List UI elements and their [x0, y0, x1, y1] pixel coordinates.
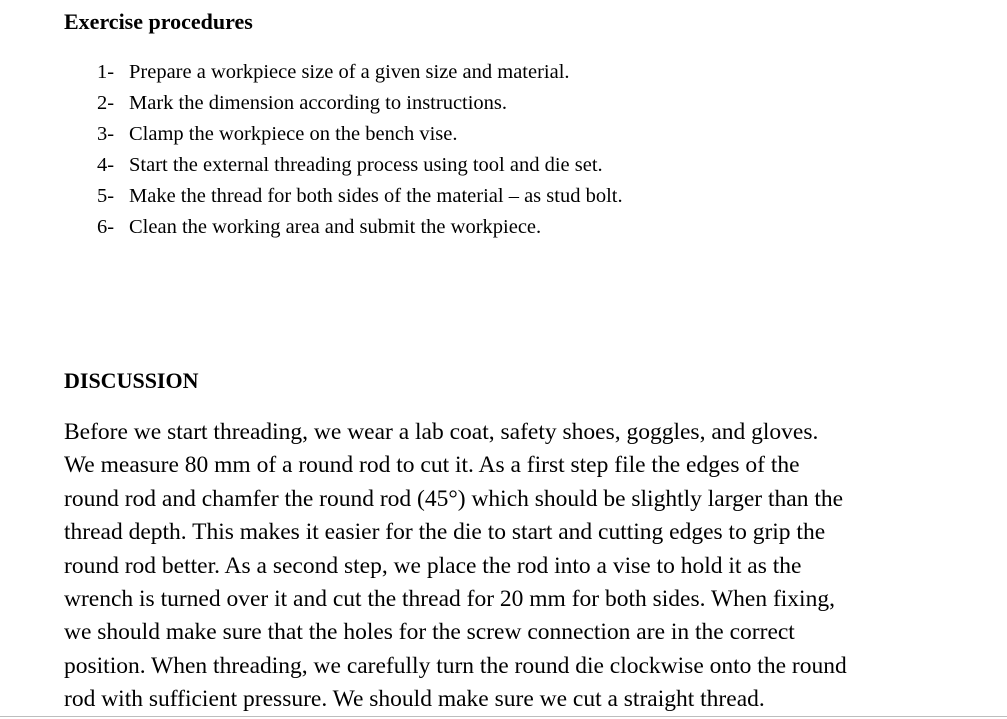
procedure-step: [97, 153, 623, 184]
paragraph-line: position. When threading, we carefully turn the round die clockwise onto the round: [64, 652, 847, 679]
paragraph-line: thread depth. This makes it easier for the die to start and cutting edges to grip the: [64, 519, 826, 546]
step-text: Mark the dimension according to instructions.: [129, 92, 508, 114]
step-text: Start the external threading process using tool and die set.: [129, 154, 603, 176]
paragraph-line: we should make sure that the holes for the screw connection are in the correct: [64, 619, 795, 646]
paragraph-line: wrench is turned over it and cut the thread for 20 mm for both sides. When fixing,: [64, 586, 835, 613]
step-number: 3-: [97, 123, 115, 145]
procedure-steps-list: [97, 60, 623, 246]
procedure-step: [97, 215, 623, 246]
exercise-procedures-heading: Exercise procedures: [64, 9, 253, 34]
discussion-heading: DISCUSSION: [64, 368, 199, 393]
step-number: 1-: [97, 61, 115, 83]
procedure-step: [97, 60, 623, 91]
paragraph-line: Before we start threading, we wear a lab coat, safety shoes, goggles, and gloves.: [64, 419, 819, 445]
paragraph-line: We measure 80 mm of a round rod to cut it. As a first step file the edges of the: [64, 452, 800, 479]
step-number: 6-: [97, 216, 115, 238]
step-number: 2-: [97, 92, 115, 114]
step-text: Clamp the workpiece on the bench vise.: [129, 123, 458, 145]
step-text: Prepare a workpiece size of a given size and material.: [129, 61, 570, 83]
paragraph-line: round rod better. As a second step, we place the rod into a vise to hold it as the: [64, 552, 802, 579]
page-bottom-divider: [0, 716, 1007, 717]
procedure-step: [97, 91, 623, 122]
step-text: Clean the working area and submit the workpiece.: [129, 216, 542, 238]
paragraph-line: round rod and chamfer the round rod (45°) which should be slightly larger than the: [64, 485, 844, 512]
procedure-step: [97, 122, 623, 153]
paragraph-line: rod with sufficient pressure. We should make sure we cut a straight thread.: [64, 686, 765, 713]
step-number: 4-: [97, 154, 115, 176]
discussion-paragraph: [64, 416, 964, 717]
procedure-step: [97, 184, 623, 215]
step-number: 5-: [97, 185, 115, 207]
step-text: Make the thread for both sides of the material – as stud bolt.: [129, 185, 623, 207]
